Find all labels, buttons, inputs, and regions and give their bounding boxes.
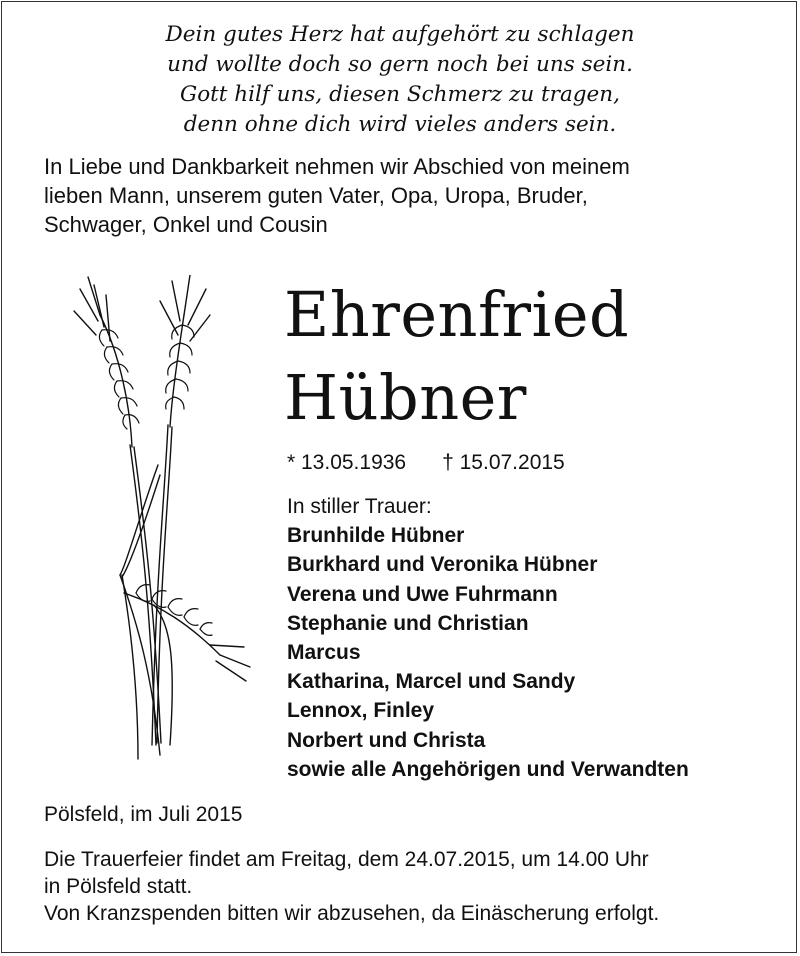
poem-line: Dein gutes Herz hat aufgehört zu schlagen	[165, 22, 635, 47]
notice-line: in Pölsfeld statt.	[44, 875, 193, 898]
poem-line: Gott hilf uns, diesen Schmerz zu tragen,	[180, 82, 620, 107]
place-date: Pölsfeld, im Juli 2015	[44, 803, 243, 826]
intro-line: Schwager, Onkel und Cousin	[44, 212, 328, 237]
poem	[0, 20, 800, 140]
mourner-name: Norbert und Christa	[287, 728, 486, 752]
mourner-name: Brunhilde Hübner	[287, 524, 465, 548]
life-dates	[287, 449, 565, 477]
intro-line: In Liebe und Dankbarkeit nehmen wir Abschied von meinem	[44, 154, 630, 179]
mourner-name: Stephanie und Christian	[287, 611, 529, 635]
death-date: † 15.07.2015	[442, 451, 565, 474]
mourner-name: sowie alle Angehörigen und Verwandten	[287, 757, 689, 781]
intro-text	[44, 152, 764, 239]
funeral-notice	[44, 846, 659, 927]
mourner-name: Burkhard und Veronika Hübner	[287, 553, 598, 577]
birth-date: * 13.05.1936	[287, 451, 407, 474]
mourner-name: Lennox, Finley	[287, 699, 435, 723]
notice-line: Die Trauerfeier findet am Freitag, dem 24.07.2015, um 14.00 Uhr	[44, 848, 649, 871]
wheat-ears-icon	[60, 275, 260, 765]
poem-line: denn ohne dich wird vieles anders sein.	[183, 112, 617, 137]
mourners-heading: In stiller Trauer:	[287, 495, 432, 518]
mourner-name: Katharina, Marcel und Sandy	[287, 670, 576, 694]
notice-line: Von Kranzspenden bitten wir abzusehen, da Einäscherung erfolgt.	[44, 902, 660, 925]
mourner-name: Verena und Uwe Fuhrmann	[287, 582, 558, 606]
mourners-list	[287, 492, 689, 784]
deceased-last-name: Hübner	[284, 361, 527, 434]
deceased-first-name: Ehrenfried	[284, 278, 630, 351]
intro-line: lieben Mann, unserem guten Vater, Opa, Uropa, Bruder,	[44, 183, 588, 208]
mourner-name: Marcus	[287, 641, 361, 665]
poem-line: und wollte doch so gern noch bei uns sein.	[167, 52, 633, 77]
